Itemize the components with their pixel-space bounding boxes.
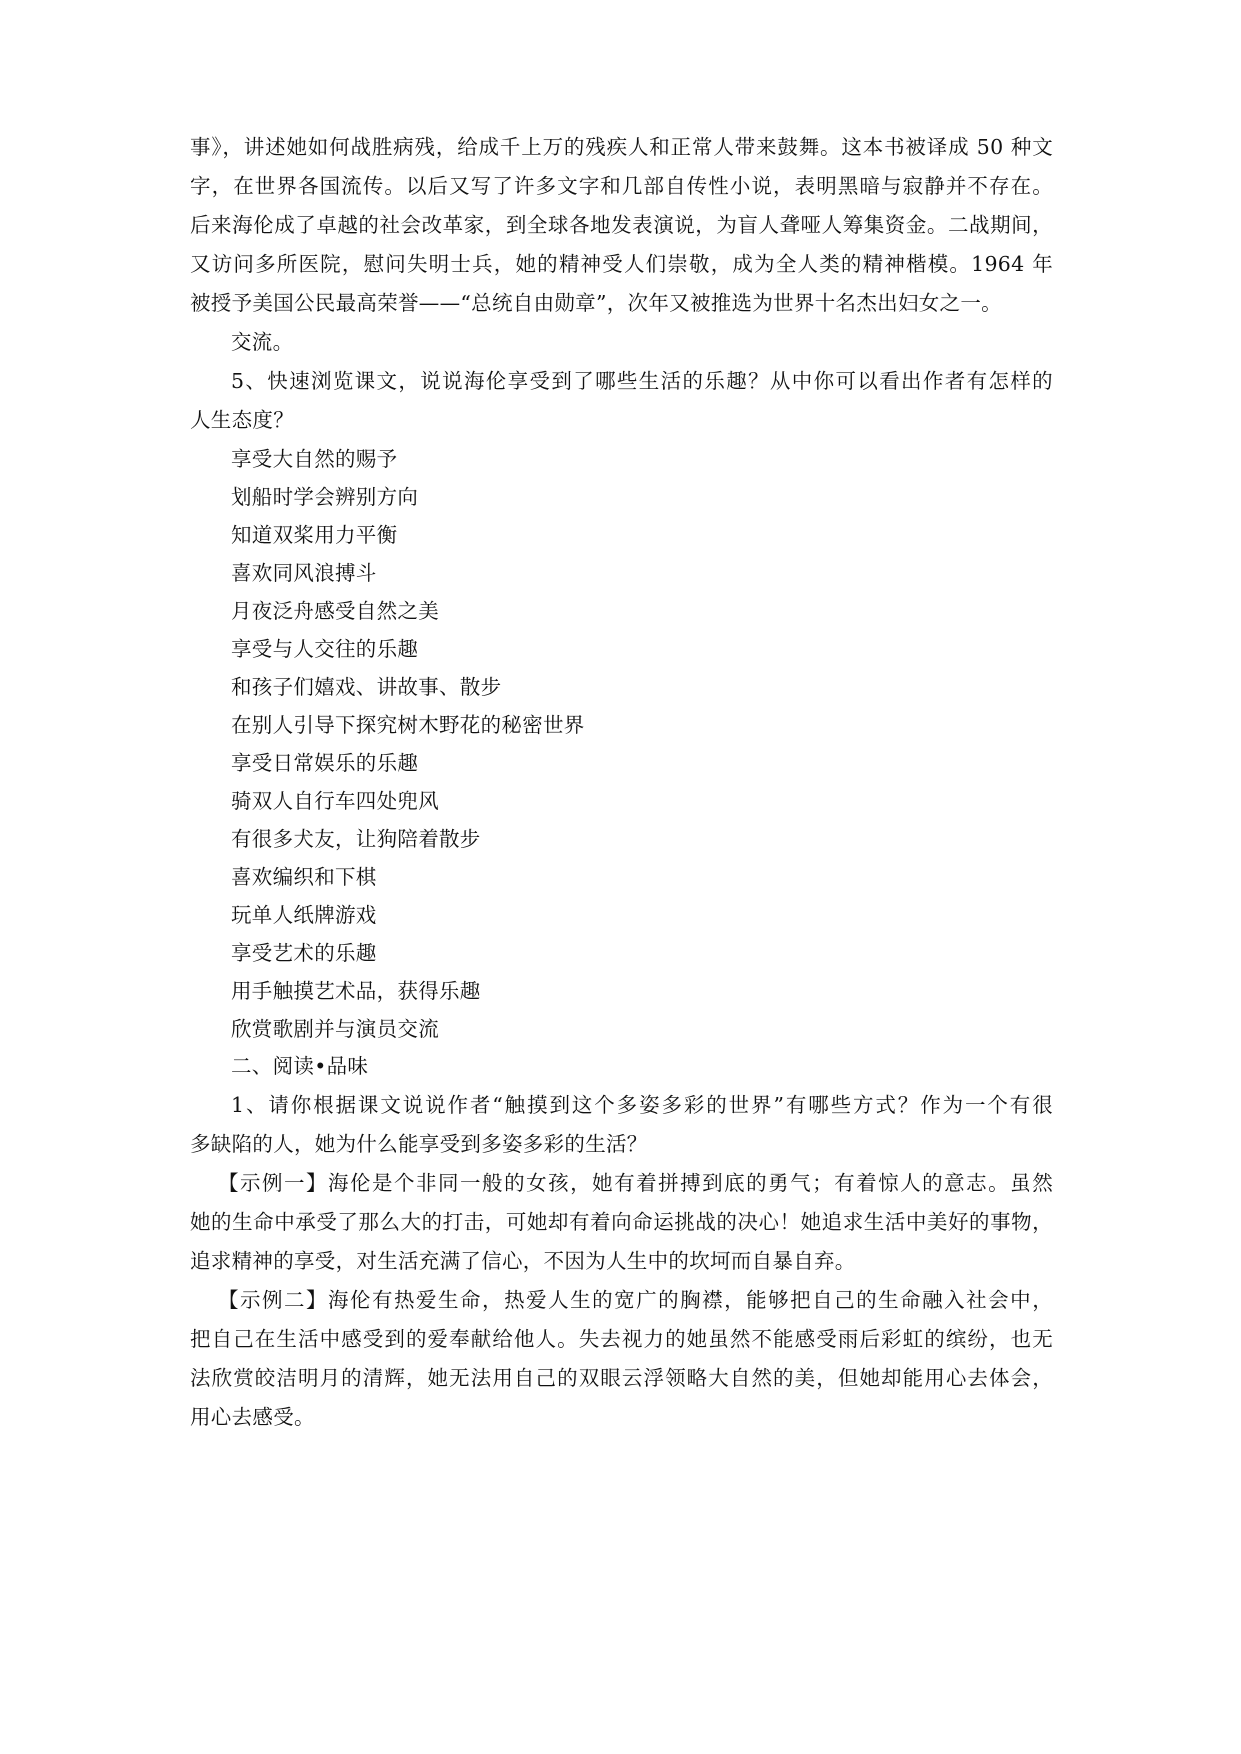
example1-line3: 追求精神的享受，对生活充满了信心，不因为人生中的坎坷而自暴自弃。 [190, 1249, 856, 1273]
example2-line2: 把自己在生活中感受到的爱奉献给他人。失去视力的她虽然不能感受雨后彩虹的缤纷，也无 [190, 1327, 1053, 1351]
list-item: 欣赏歌剧并与演员交流 [231, 1017, 439, 1041]
paragraph-intro-line: 又访问多所医院，慰问失明士兵，她的精神受人们崇敬，成为全人类的精神楷模。1964 年 [190, 252, 1053, 276]
list-item: 月夜泛舟感受自然之美 [231, 599, 439, 623]
list-item: 在别人引导下探究树木野花的秘密世界 [231, 713, 585, 737]
list-item: 享受艺术的乐趣 [231, 941, 377, 965]
paragraph-intro-line: 被授予美国公民最高荣誉——“总统自由勋章”，次年又被推选为世界十名杰出妇女之一。 [190, 291, 1002, 315]
question1-line2: 多缺陷的人，她为什么能享受到多姿多彩的生活？ [190, 1132, 648, 1156]
paragraph-intro-line: 后来海伦成了卓越的社会改革家，到全球各地发表演说，为盲人聋哑人筹集资金。二战期间， [190, 213, 1053, 237]
list-item: 享受日常娱乐的乐趣 [231, 751, 419, 775]
section-heading: 二、阅读•品味 [231, 1054, 369, 1078]
list-item: 享受大自然的赐予 [231, 447, 398, 471]
list-item: 喜欢同风浪搏斗 [231, 561, 377, 585]
exchange-text: 交流。 [231, 330, 294, 354]
list-item: 骑双人自行车四处兜风 [231, 789, 439, 813]
example2-line3: 法欣赏皎洁明月的清辉，她无法用自己的双眼云浮领略大自然的美，但她却能用心去体会， [190, 1366, 1053, 1390]
list-item: 享受与人交往的乐趣 [231, 637, 419, 661]
question5-line1: 5、快速浏览课文，说说海伦享受到了哪些生活的乐趣？从中你可以看出作者有怎样的 [231, 369, 1053, 393]
list-item: 划船时学会辨别方向 [231, 485, 419, 509]
list-item: 和孩子们嬉戏、讲故事、散步 [231, 675, 502, 699]
paragraph-intro-line: 事》，讲述她如何战胜病残，给成千上万的残疾人和正常人带来鼓舞。这本书被译成 50 种文 [190, 135, 1053, 159]
question1-line1: 1、请你根据课文说说作者“触摸到这个多姿多彩的世界”有哪些方式？作为一个有很 [231, 1093, 1053, 1117]
list-item: 玩单人纸牌游戏 [231, 903, 377, 927]
question5-line2: 人生态度？ [190, 408, 294, 432]
example2-line4: 用心去感受。 [190, 1405, 315, 1429]
list-item: 有很多犬友，让狗陪着散步 [231, 827, 481, 851]
example1-line2: 她的生命中承受了那么大的打击，可她却有着向命运挑战的决心！她追求生活中美好的事物， [190, 1210, 1053, 1234]
example2-line1: 【示例二】海伦有热爱生命，热爱人生的宽广的胸襟，能够把自己的生命融入社会中， [218, 1288, 1053, 1312]
list-item: 喜欢编织和下棋 [231, 865, 377, 889]
list-item: 用手触摸艺术品，获得乐趣 [231, 979, 481, 1003]
paragraph-intro-line: 字，在世界各国流传。以后又写了许多文字和几部自传性小说，表明黑暗与寂静并不存在。 [190, 174, 1053, 198]
example1-line1: 【示例一】海伦是个非同一般的女孩，她有着拼搏到底的勇气；有着惊人的意志。虽然 [218, 1171, 1053, 1195]
list-item: 知道双桨用力平衡 [231, 523, 398, 547]
